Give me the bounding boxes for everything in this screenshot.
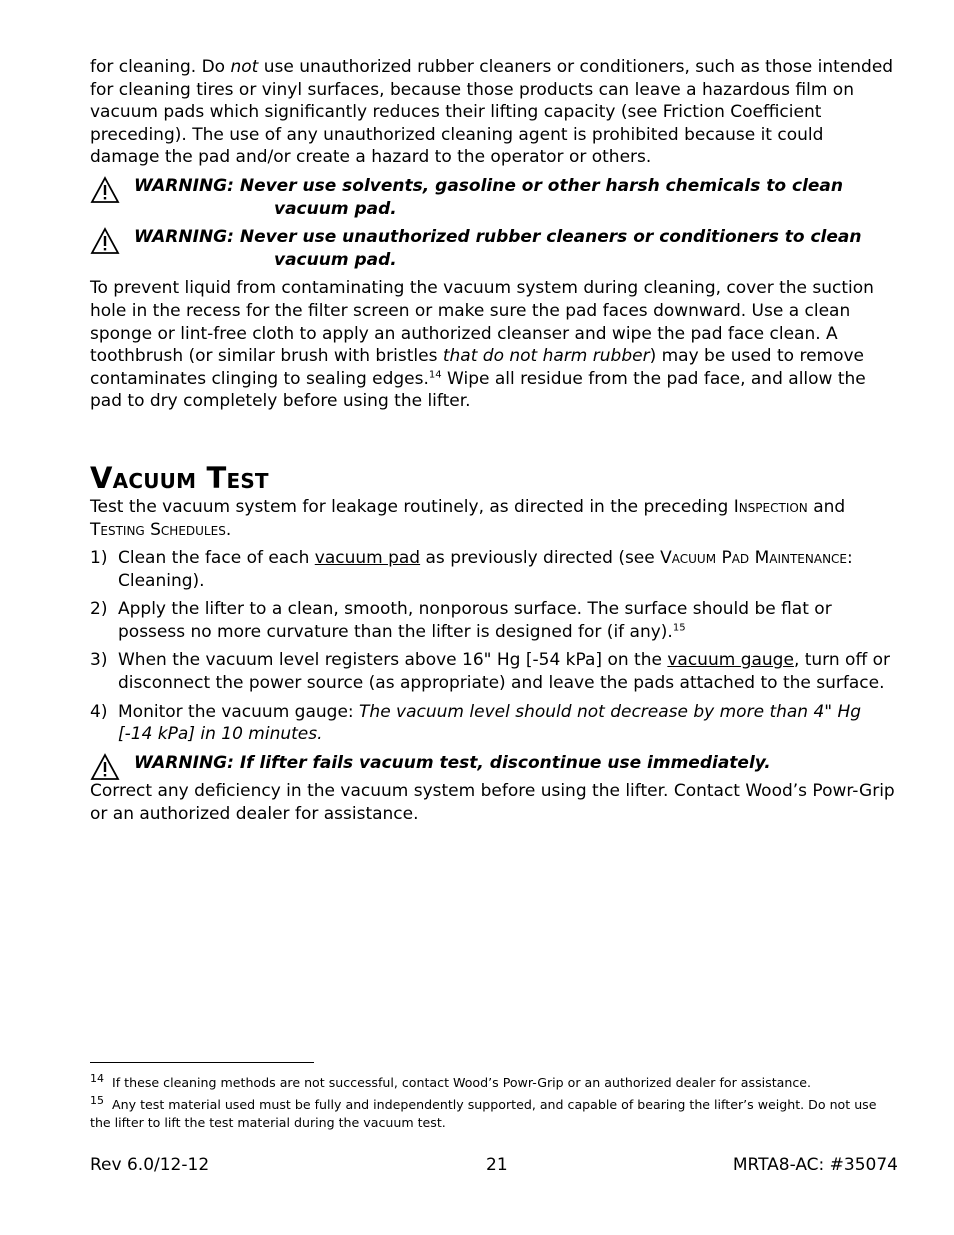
revision-label: Rev 6.0/12-12 xyxy=(90,1155,210,1175)
page-footer xyxy=(90,1155,898,1179)
warning-text: WARNING: If lifter fails vacuum test, discontinue use immediately. xyxy=(134,752,771,773)
steps-list xyxy=(90,547,898,746)
vacuum-gauge-link[interactable]: vacuum gauge xyxy=(667,650,794,671)
footnote-ref-14[interactable]: 14 xyxy=(428,369,442,381)
warning-triangle-icon xyxy=(90,752,120,782)
footnote-divider xyxy=(90,1062,314,1063)
prevent-paragraph: To prevent liquid from contaminating the vacuum system during cleaning, cover the suction hole in the recess for the filter screen or make sure the pad faces downward. Use a clean sponge or lint-free cloth to apply an authorized cleanser and wipe the pad face clean. A toothbrush (or similar brush with bristles that do not harm rubber) may be used to remove contaminates clinging to sealing edges.$^{14}$ Wipe all residue from the pad face, and allow the pad to dry completely before using the lifter. xyxy=(90,278,874,412)
page-number: 21 xyxy=(486,1155,508,1175)
warning-text: WARNING: Never use solvents, gasoline or other harsh chemicals to clean xyxy=(134,175,844,196)
footnote-15: $^{15}$ Any test material used must be fully and independently supported, and capable of bearing the lifter’s weight. Do not use the lifter to lift the test material during the vacuum test. xyxy=(90,1093,877,1130)
list-item: 3) When the vacuum level registers above 16" Hg [-54 kPa] on the vacuum gauge, turn off or disconnect the power source (as appropriate) and leave the pads attached to the surface. xyxy=(90,650,890,694)
page-body xyxy=(90,56,898,832)
warning-rubber-cleaners xyxy=(90,226,898,271)
correct-paragraph: Correct any deficiency in the vacuum system before using the lifter. Contact Wood’s Powr-Grip or an authorized dealer for assistance. xyxy=(90,781,895,825)
footnotes xyxy=(90,1071,898,1136)
warning-triangle-icon xyxy=(90,226,120,256)
list-item: 2) Apply the lifter to a clean, smooth, nonporous surface. The surface should be flat or possess no more curvature than the lifter is designed for (if any).$^{15}$ xyxy=(90,599,832,642)
model-label: MRTA8-AC: #35074 xyxy=(732,1155,898,1175)
list-item: 1) Clean the face of each vacuum pad as previously directed (see Vacuum Pad Maintenance: Cleaning). xyxy=(90,548,853,591)
footnote-14: $^{14}$ If these cleaning methods are not successful, contact Wood’s Powr-Grip or an authorized dealer for assistance. xyxy=(90,1071,812,1090)
list-item: 4) Monitor the vacuum gauge: The vacuum level should not decrease by more than 4" Hg [-14 kPa] in 10 minutes. xyxy=(90,701,862,745)
section-intro: Test the vacuum system for leakage routinely, as directed in the preceding Inspection and Testing Schedules. xyxy=(90,496,846,540)
section-heading: Vacuum Test xyxy=(90,460,269,495)
warning-text-line2: vacuum pad. xyxy=(274,198,397,219)
intro-paragraph: for cleaning. Do not use unauthorized rubber cleaners or conditioners, such as those intended for cleaning tires or vinyl surfaces, because those products can leave a hazardous film on vacuum pads which significantly reduces their lifting capacity (see Friction Coefficient preceding). The use of any unauthorized cleaning agent is prohibited because it could damage the pad and/or create a hazard to the operator or others. xyxy=(90,57,894,168)
vacuum-pad-link[interactable]: vacuum pad xyxy=(314,548,421,569)
footnote-ref-15[interactable]: 15 xyxy=(672,622,686,634)
warning-text-line2: vacuum pad. xyxy=(274,249,397,270)
warning-text: WARNING: Never use unauthorized rubber cleaners or conditioners to clean xyxy=(134,227,862,248)
warning-triangle-icon xyxy=(90,175,120,205)
warning-solvents xyxy=(90,175,898,220)
warning-vacuum-test xyxy=(90,752,898,775)
